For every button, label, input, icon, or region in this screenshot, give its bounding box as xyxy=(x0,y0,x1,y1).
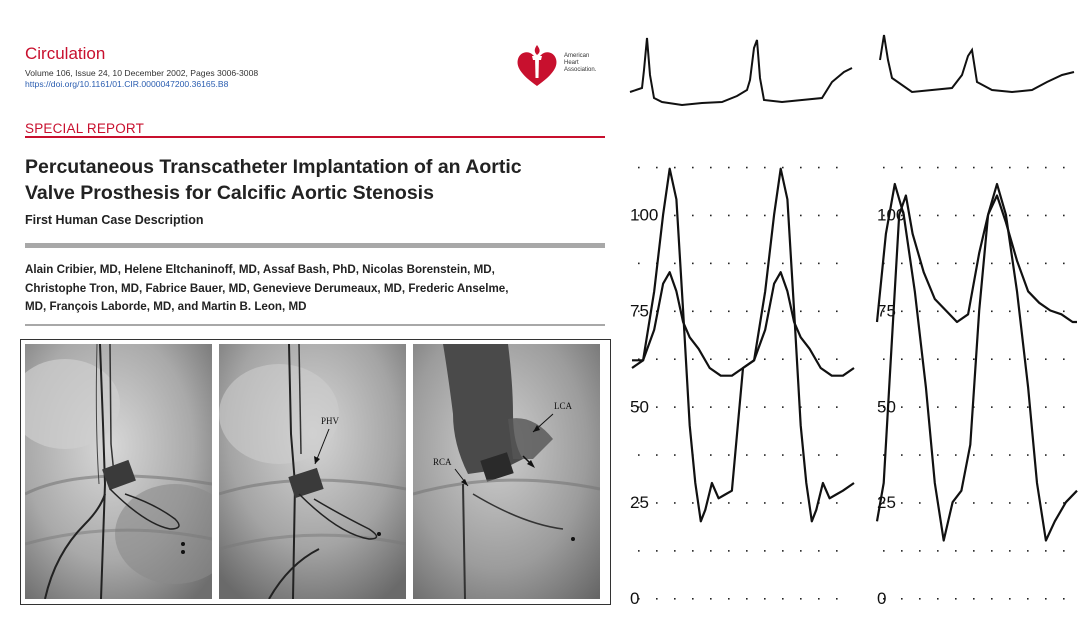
grid-dot xyxy=(1009,598,1011,600)
grid-dot xyxy=(764,215,766,217)
grid-dot xyxy=(818,454,820,456)
grid-dot xyxy=(818,358,820,360)
grid-dot xyxy=(955,167,957,169)
grid-dot xyxy=(937,406,939,408)
grid-dot xyxy=(728,598,730,600)
grid-dot xyxy=(710,215,712,217)
grid-dot xyxy=(901,167,903,169)
grid-dot xyxy=(836,454,838,456)
grid-dot xyxy=(991,263,993,265)
grid-dot xyxy=(991,406,993,408)
grid-dot xyxy=(1045,167,1047,169)
grid-dot xyxy=(836,598,838,600)
grid-dot xyxy=(937,263,939,265)
grid-dot xyxy=(728,215,730,217)
author-line: MD, François Laborde, MD, and Martin B. Leon, MD xyxy=(25,300,307,313)
grid-dot xyxy=(836,167,838,169)
y-tick-label: 100 xyxy=(877,205,906,225)
grid-dot xyxy=(955,215,957,217)
fluoroscopy-panel-2 xyxy=(219,344,406,599)
grid-dot xyxy=(746,406,748,408)
grid-dot xyxy=(901,454,903,456)
pressure-chart-right xyxy=(877,167,1077,608)
aha-logo-word: American xyxy=(564,53,590,59)
grid-dot xyxy=(1009,502,1011,504)
grid-dot xyxy=(782,406,784,408)
heart-torch-icon xyxy=(512,42,562,92)
grid-dot xyxy=(656,454,658,456)
grid-dot xyxy=(991,311,993,313)
grid-dot xyxy=(692,263,694,265)
grid-dot xyxy=(955,311,957,313)
grid-dot xyxy=(782,502,784,504)
grid-dot xyxy=(919,406,921,408)
rca-label: RCA xyxy=(433,457,452,467)
grid-dot xyxy=(728,311,730,313)
grid-dot xyxy=(710,454,712,456)
fluoroscopy-figure xyxy=(20,339,611,605)
grid-dot xyxy=(991,502,993,504)
grid-dot xyxy=(728,358,730,360)
grid-dot xyxy=(1063,598,1065,600)
grid-dot xyxy=(728,550,730,552)
grid-dot xyxy=(1027,550,1029,552)
grid-dot xyxy=(883,167,885,169)
grid-dot xyxy=(710,311,712,313)
grid-dot xyxy=(937,598,939,600)
pressure-chart-left xyxy=(630,167,854,608)
grid-dot xyxy=(1063,311,1065,313)
grid-dot xyxy=(746,598,748,600)
grid-dot xyxy=(1009,167,1011,169)
grid-dot xyxy=(656,550,658,552)
grid-dot xyxy=(656,167,658,169)
journal-name: Circulation xyxy=(25,44,106,63)
grid-dot xyxy=(728,263,730,265)
grid-dot xyxy=(991,598,993,600)
grid-dot xyxy=(1027,311,1029,313)
ecg-trace-right xyxy=(880,35,1074,92)
grid-dot xyxy=(1045,598,1047,600)
grid-dot xyxy=(1063,550,1065,552)
grid-dot xyxy=(973,550,975,552)
grid-dot xyxy=(973,454,975,456)
grid-dot xyxy=(991,454,993,456)
grid-dot xyxy=(764,167,766,169)
title-line: Valve Prosthesis for Calcific Aortic Stenosis xyxy=(25,182,434,204)
grid-dot xyxy=(728,502,730,504)
grid-dot xyxy=(656,598,658,600)
y-tick-label: 50 xyxy=(630,397,649,417)
grid-dot xyxy=(919,454,921,456)
grid-dot xyxy=(919,502,921,504)
grid-dot xyxy=(1045,358,1047,360)
grid-dot xyxy=(937,215,939,217)
grid-dot xyxy=(937,167,939,169)
y-tick-label: 50 xyxy=(877,397,896,417)
pressure-series-line-1 xyxy=(632,169,854,522)
grid-dot xyxy=(1063,215,1065,217)
grid-dot xyxy=(764,454,766,456)
pressure-series-line-1 xyxy=(877,184,1077,541)
grid-dot xyxy=(1045,311,1047,313)
grid-dot xyxy=(1045,215,1047,217)
article-title xyxy=(25,154,615,206)
grid-dot xyxy=(901,406,903,408)
grid-dot xyxy=(836,406,838,408)
grid-dot xyxy=(901,263,903,265)
grid-dot xyxy=(818,598,820,600)
grid-dot xyxy=(818,263,820,265)
grid-dot xyxy=(955,263,957,265)
grid-dot xyxy=(692,406,694,408)
grid-dot xyxy=(710,550,712,552)
grid-dot xyxy=(728,406,730,408)
y-tick-label: 25 xyxy=(630,493,649,513)
grid-dot xyxy=(973,167,975,169)
grid-dot xyxy=(782,167,784,169)
title-line: Percutaneous Transcatheter Implantation of an Aortic xyxy=(25,156,522,178)
grid-dot xyxy=(674,263,676,265)
grid-dot xyxy=(1009,454,1011,456)
grid-dot xyxy=(901,598,903,600)
grid-dot xyxy=(674,406,676,408)
grid-dot xyxy=(764,502,766,504)
grid-dot xyxy=(638,550,640,552)
grid-dot xyxy=(710,167,712,169)
grid-dot xyxy=(836,263,838,265)
y-tick-label: 0 xyxy=(877,589,887,608)
grid-dot xyxy=(883,358,885,360)
grid-dot xyxy=(991,215,993,217)
author-list xyxy=(25,261,610,317)
grid-dot xyxy=(692,311,694,313)
grid-dot xyxy=(674,502,676,504)
author-line: Alain Cribier, MD, Helene Eltchaninoff, MD, Assaf Bash, PhD, Nicolas Borenstein, MD, xyxy=(25,263,495,276)
grid-dot xyxy=(638,263,640,265)
grid-dot xyxy=(692,215,694,217)
grid-dot xyxy=(764,406,766,408)
grid-dot xyxy=(782,358,784,360)
y-tick-label: 75 xyxy=(877,301,896,321)
grid-dot xyxy=(638,167,640,169)
grid-dot xyxy=(764,550,766,552)
grid-dot xyxy=(800,167,802,169)
grid-dot xyxy=(764,263,766,265)
grid-dot xyxy=(674,358,676,360)
grid-dot xyxy=(937,550,939,552)
y-tick-label: 25 xyxy=(877,493,896,513)
aha-logo xyxy=(512,42,612,92)
grid-dot xyxy=(656,406,658,408)
section-label: SPECIAL REPORT xyxy=(25,121,145,136)
grid-dot xyxy=(746,167,748,169)
doi-link[interactable]: https://doi.org/10.1161/01.CIR.0000047200.36165.B8 xyxy=(25,79,229,89)
grid-dot xyxy=(818,311,820,313)
grid-dot xyxy=(674,215,676,217)
grid-dot xyxy=(782,454,784,456)
grid-dot xyxy=(1027,502,1029,504)
grid-dot xyxy=(746,550,748,552)
grid-dot xyxy=(782,215,784,217)
grid-dot xyxy=(1027,215,1029,217)
grid-dot xyxy=(973,263,975,265)
grid-dot xyxy=(901,502,903,504)
grid-dot xyxy=(764,598,766,600)
grid-dot xyxy=(1045,263,1047,265)
y-tick-label: 75 xyxy=(630,301,649,321)
grid-dot xyxy=(1063,406,1065,408)
y-tick-label: 0 xyxy=(630,589,640,608)
grid-dot xyxy=(1063,167,1065,169)
pressure-series-line-2 xyxy=(632,272,854,376)
grid-dot xyxy=(836,358,838,360)
grid-dot xyxy=(746,502,748,504)
grid-dot xyxy=(1027,406,1029,408)
grid-dot xyxy=(818,167,820,169)
grid-dot xyxy=(1027,263,1029,265)
grid-dot xyxy=(1045,406,1047,408)
grid-dot xyxy=(973,598,975,600)
grid-dot xyxy=(1009,358,1011,360)
phv-label: PHV xyxy=(321,416,340,426)
grid-dot xyxy=(728,454,730,456)
grid-dot xyxy=(782,550,784,552)
grid-dot xyxy=(1045,454,1047,456)
grid-dot xyxy=(764,311,766,313)
grid-dot xyxy=(1045,502,1047,504)
grid-dot xyxy=(955,550,957,552)
grid-dot xyxy=(836,550,838,552)
grid-dot xyxy=(836,502,838,504)
grid-dot xyxy=(991,358,993,360)
grid-dot xyxy=(901,550,903,552)
grid-dot xyxy=(746,311,748,313)
grid-dot xyxy=(1027,167,1029,169)
lca-label: LCA xyxy=(554,401,572,411)
authors-divider xyxy=(25,324,605,326)
grid-dot xyxy=(710,406,712,408)
grid-dot xyxy=(710,502,712,504)
ecg-trace-left xyxy=(630,38,852,105)
grid-dot xyxy=(746,454,748,456)
fluoroscopy-panel-1 xyxy=(25,344,212,599)
grid-dot xyxy=(919,598,921,600)
grid-dot xyxy=(710,358,712,360)
grid-dot xyxy=(800,311,802,313)
grid-dot xyxy=(746,358,748,360)
grid-dot xyxy=(692,358,694,360)
section-divider xyxy=(25,136,605,138)
aha-logo-text xyxy=(564,53,596,74)
grid-dot xyxy=(656,358,658,360)
grid-dot xyxy=(937,454,939,456)
grid-dot xyxy=(656,502,658,504)
grid-dot xyxy=(901,358,903,360)
article-subtitle: First Human Case Description xyxy=(25,213,204,227)
fluoroscopy-image xyxy=(413,344,600,599)
grid-dot xyxy=(782,263,784,265)
author-line: Christophe Tron, MD, Fabrice Bauer, MD, Genevieve Derumeaux, MD, Frederic Anselme, xyxy=(25,281,509,295)
grid-dot xyxy=(937,358,939,360)
grid-dot xyxy=(800,358,802,360)
grid-dot xyxy=(1045,550,1047,552)
grid-dot xyxy=(836,311,838,313)
grid-dot xyxy=(800,454,802,456)
grid-dot xyxy=(1027,454,1029,456)
grid-dot xyxy=(800,598,802,600)
grid-dot xyxy=(800,263,802,265)
grid-dot xyxy=(746,215,748,217)
grid-dot xyxy=(818,406,820,408)
grid-dot xyxy=(836,215,838,217)
grid-dot xyxy=(764,358,766,360)
grid-dot xyxy=(991,550,993,552)
grid-dot xyxy=(973,311,975,313)
pressure-tracings xyxy=(622,20,1080,618)
grid-dot xyxy=(1063,263,1065,265)
grid-dot xyxy=(800,502,802,504)
grid-dot xyxy=(782,598,784,600)
grid-dot xyxy=(710,598,712,600)
grid-dot xyxy=(674,550,676,552)
grid-dot xyxy=(674,311,676,313)
y-tick-label: 100 xyxy=(630,205,659,225)
grid-dot xyxy=(782,311,784,313)
grid-dot xyxy=(991,167,993,169)
grid-dot xyxy=(1009,406,1011,408)
grid-dot xyxy=(1009,311,1011,313)
grid-dot xyxy=(955,454,957,456)
grid-dot xyxy=(1063,454,1065,456)
grid-dot xyxy=(692,598,694,600)
grid-dot xyxy=(692,167,694,169)
grid-dot xyxy=(955,406,957,408)
grid-dot xyxy=(919,311,921,313)
grid-dot xyxy=(1027,358,1029,360)
volume-issue-line: Volume 106, Issue 24, 10 December 2002, Pages 3006-3008 xyxy=(25,68,259,78)
grid-dot xyxy=(692,550,694,552)
grid-dot xyxy=(1009,215,1011,217)
title-divider xyxy=(25,243,605,248)
grid-dot xyxy=(901,311,903,313)
grid-dot xyxy=(919,550,921,552)
grid-dot xyxy=(818,550,820,552)
grid-dot xyxy=(674,598,676,600)
grid-dot xyxy=(692,502,694,504)
grid-dot xyxy=(1027,598,1029,600)
grid-dot xyxy=(1009,550,1011,552)
fluoroscopy-image xyxy=(219,344,406,599)
grid-dot xyxy=(818,215,820,217)
grid-dot xyxy=(937,311,939,313)
aha-logo-word: Association. xyxy=(564,67,597,73)
grid-dot xyxy=(955,502,957,504)
grid-dot xyxy=(800,215,802,217)
grid-dot xyxy=(919,358,921,360)
grid-dot xyxy=(710,263,712,265)
grid-dot xyxy=(973,502,975,504)
grid-dot xyxy=(746,263,748,265)
grid-dot xyxy=(955,358,957,360)
grid-dot xyxy=(674,454,676,456)
grid-dot xyxy=(973,215,975,217)
grid-dot xyxy=(638,454,640,456)
grid-dot xyxy=(1009,263,1011,265)
grid-dot xyxy=(955,598,957,600)
grid-dot xyxy=(919,215,921,217)
grid-dot xyxy=(800,550,802,552)
grid-dot xyxy=(1063,358,1065,360)
fluoroscopy-image xyxy=(25,344,212,599)
grid-dot xyxy=(973,358,975,360)
aha-logo-word: Heart xyxy=(564,60,579,66)
grid-dot xyxy=(919,167,921,169)
fluoroscopy-panel-3 xyxy=(413,344,600,599)
grid-dot xyxy=(674,167,676,169)
grid-dot xyxy=(728,167,730,169)
grid-dot xyxy=(883,550,885,552)
